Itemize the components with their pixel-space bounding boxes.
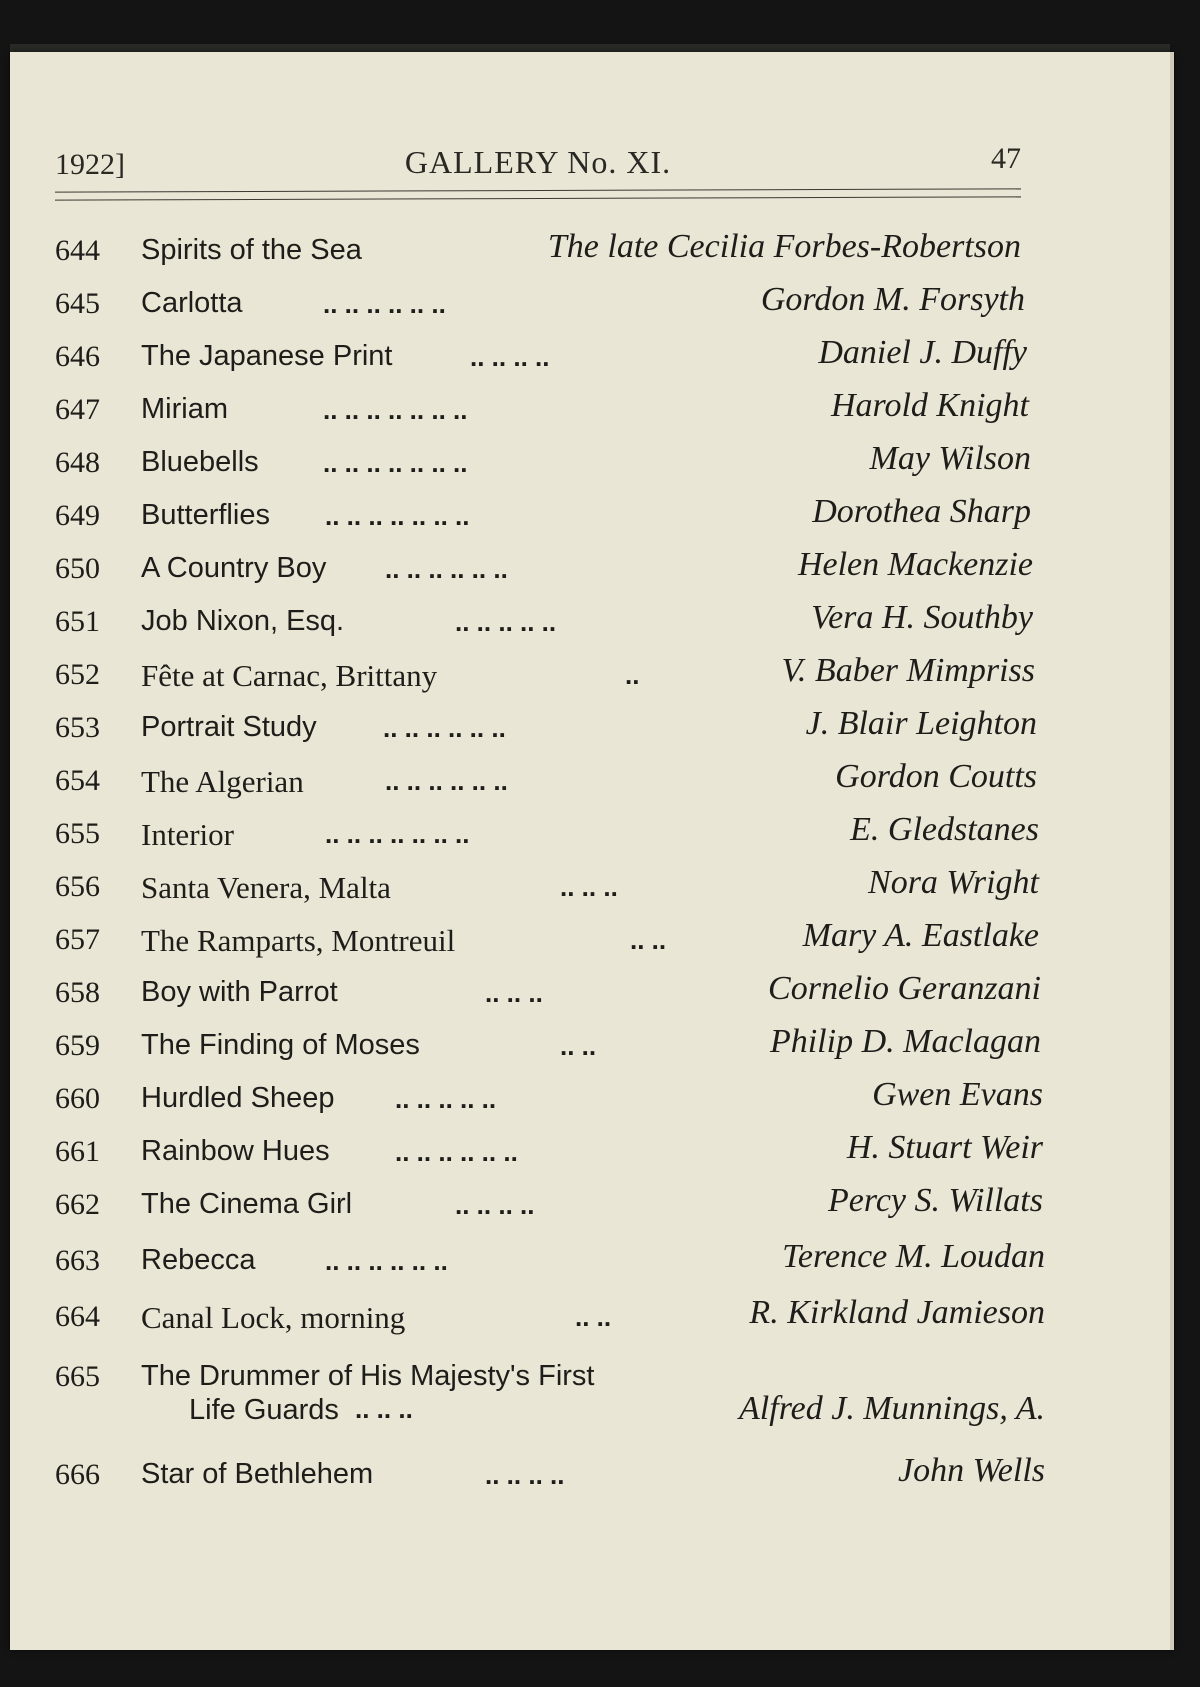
entry-number: 666: [55, 1458, 100, 1491]
entry-artist: V. Baber Mimpriss: [781, 652, 1035, 689]
leader-dots: ..: [625, 660, 640, 690]
entry-title: Spirits of the Sea: [141, 234, 362, 266]
entry-number: 646: [55, 340, 100, 373]
catalogue-entry: [55, 281, 1045, 334]
entry-artist: Helen Mackenzie: [797, 546, 1033, 583]
entry-artist: E. Gledstanes: [850, 811, 1039, 848]
entry-number: 650: [55, 552, 100, 585]
catalogue-entry: [55, 811, 1045, 864]
entry-title: Job Nixon, Esq.: [141, 605, 345, 637]
entry-artist: Nora Wright: [868, 864, 1039, 901]
leader-dots: .. .. .. .. .. .. ..: [325, 819, 470, 849]
entry-number: 662: [55, 1188, 100, 1221]
entry-artist: Cornelio Geranzani: [768, 970, 1041, 1007]
entry-number: 664: [55, 1300, 100, 1333]
leader-dots: .. .. .. .. .. ..: [395, 1137, 518, 1167]
entry-number: 653: [55, 711, 100, 744]
running-head: [55, 142, 1021, 188]
leader-dots: .. .. .. .. .. ..: [385, 554, 508, 584]
catalogue-entry: [55, 334, 1045, 387]
entry-title: The Cinema Girl: [141, 1188, 353, 1220]
entry-artist: Terence M. Loudan: [782, 1238, 1045, 1275]
leader-dots: .. .. .. .. .. ..: [385, 766, 508, 796]
catalogue-entry: [55, 917, 1045, 970]
entry-artist: Daniel J. Duffy: [818, 334, 1027, 371]
leader-dots: .. .. .. ..: [470, 342, 550, 372]
entry-number: 660: [55, 1082, 100, 1115]
entry-artist: Vera H. Southby: [811, 599, 1033, 636]
entry-artist: Gordon M. Forsyth: [760, 281, 1025, 318]
catalogue-entry: [55, 1023, 1045, 1076]
entry-artist: Mary A. Eastlake: [802, 917, 1039, 954]
leader-dots: .. .. .. .. .. ..: [325, 1246, 448, 1276]
entry-artist: R. Kirkland Jamieson: [749, 1294, 1045, 1331]
entry-title-continued: Life Guards: [189, 1394, 339, 1426]
leader-dots: .. .. .. .. .. .. ..: [325, 501, 470, 531]
entry-number: 648: [55, 446, 100, 479]
entry-title: Carlotta: [141, 287, 243, 319]
entry-title: A Country Boy: [141, 552, 327, 584]
leader-dots: .. .. .. .. .. ..: [383, 713, 506, 743]
catalogue-entry: [55, 1238, 1045, 1294]
entry-title: Interior: [141, 817, 234, 852]
entry-artist: Philip D. Maclagan: [769, 1023, 1041, 1060]
entry-title: The Japanese Print: [141, 340, 393, 372]
entry-artist: Dorothea Sharp: [812, 493, 1031, 530]
catalogue-entry: [55, 758, 1045, 811]
entry-title: Portrait Study: [141, 711, 317, 743]
entry-number: 655: [55, 817, 100, 850]
catalogue-entry: [55, 228, 1045, 281]
catalogue-entry: [55, 652, 1045, 705]
leader-dots: .. .. ..: [355, 1394, 413, 1424]
catalogue-entry: [55, 1182, 1045, 1238]
entry-number: 652: [55, 658, 100, 691]
catalogue-entry: [55, 1129, 1045, 1182]
entry-number: 649: [55, 499, 100, 532]
entry-title: Miriam: [141, 393, 228, 425]
catalogue-entry: [55, 1354, 1045, 1452]
entry-number: 654: [55, 764, 100, 797]
entry-artist: Harold Knight: [830, 387, 1029, 424]
catalogue-entry: [55, 1294, 1045, 1354]
entry-artist: Alfred J. Munnings, A.: [739, 1390, 1045, 1427]
catalogue-entry: [55, 970, 1045, 1023]
entry-title: Bluebells: [141, 446, 259, 478]
entry-artist: Gordon Coutts: [835, 758, 1037, 795]
leader-dots: .. ..: [575, 1302, 612, 1332]
entry-artist: Gwen Evans: [872, 1076, 1043, 1113]
catalogue-entry: [55, 1452, 1045, 1505]
entry-title: The Drummer of His Majesty's First: [141, 1360, 595, 1392]
entry-title: The Ramparts, Montreuil: [141, 923, 456, 958]
entry-number: 665: [55, 1360, 100, 1393]
catalogue-entry: [55, 1076, 1045, 1129]
leader-dots: .. .. .. .. .. .. ..: [323, 395, 468, 425]
leader-dots: .. .. .. .. .. ..: [323, 289, 446, 319]
page-number: 47: [991, 142, 1021, 175]
entry-number: 657: [55, 923, 100, 956]
entry-number: 651: [55, 605, 100, 638]
entry-number: 658: [55, 976, 100, 1009]
entry-title: The Finding of Moses: [141, 1029, 420, 1061]
entry-title: Rebecca: [141, 1244, 256, 1276]
entry-title: Santa Venera, Malta: [141, 870, 391, 905]
catalogue-entry: [55, 546, 1045, 599]
entry-title: Fête at Carnac, Brittany: [141, 658, 438, 693]
leader-dots: .. .. .. .. .. .. ..: [323, 448, 468, 478]
catalogue-entries: [55, 228, 1045, 1505]
entry-number: 663: [55, 1244, 100, 1277]
page-title: GALLERY No. XI.: [404, 144, 672, 180]
entry-number: 659: [55, 1029, 100, 1062]
entry-artist: The late Cecilia Forbes-Robertson: [547, 228, 1021, 265]
entry-title: Star of Bethlehem: [141, 1458, 374, 1490]
header-year: 1922]: [55, 148, 125, 181]
entry-number: 644: [55, 234, 100, 267]
leader-dots: .. .. .. ..: [455, 1190, 535, 1220]
catalogue-entry: [55, 599, 1045, 652]
entry-artist: H. Stuart Weir: [846, 1129, 1043, 1166]
entry-artist: John Wells: [897, 1452, 1045, 1489]
entry-title: Butterflies: [141, 499, 270, 531]
catalogue-entry: [55, 864, 1045, 917]
entry-number: 656: [55, 870, 100, 903]
entry-title: Rainbow Hues: [141, 1135, 330, 1167]
leader-dots: .. ..: [560, 1031, 597, 1061]
leader-dots: .. .. .. .. ..: [455, 607, 557, 637]
entry-artist: Percy S. Willats: [828, 1182, 1043, 1219]
leader-dots: .. ..: [630, 925, 667, 955]
entry-title: Hurdled Sheep: [141, 1082, 335, 1114]
leader-dots: .. .. ..: [560, 872, 618, 902]
entry-artist: May Wilson: [869, 440, 1031, 477]
catalogue-entry: [55, 440, 1045, 493]
entry-title: The Algerian: [141, 764, 304, 799]
leader-dots: .. .. ..: [485, 978, 543, 1008]
catalogue-entry: [55, 387, 1045, 440]
entry-artist: J. Blair Leighton: [805, 705, 1037, 742]
catalogue-entry: [55, 705, 1045, 758]
entry-title: Canal Lock, morning: [141, 1300, 406, 1335]
entry-number: 645: [55, 287, 100, 320]
catalogue-entry: [55, 493, 1045, 546]
entry-number: 661: [55, 1135, 100, 1168]
leader-dots: .. .. .. ..: [485, 1460, 565, 1490]
leader-dots: .. .. .. .. ..: [395, 1084, 497, 1114]
entry-title: Boy with Parrot: [141, 976, 338, 1008]
entry-number: 647: [55, 393, 100, 426]
